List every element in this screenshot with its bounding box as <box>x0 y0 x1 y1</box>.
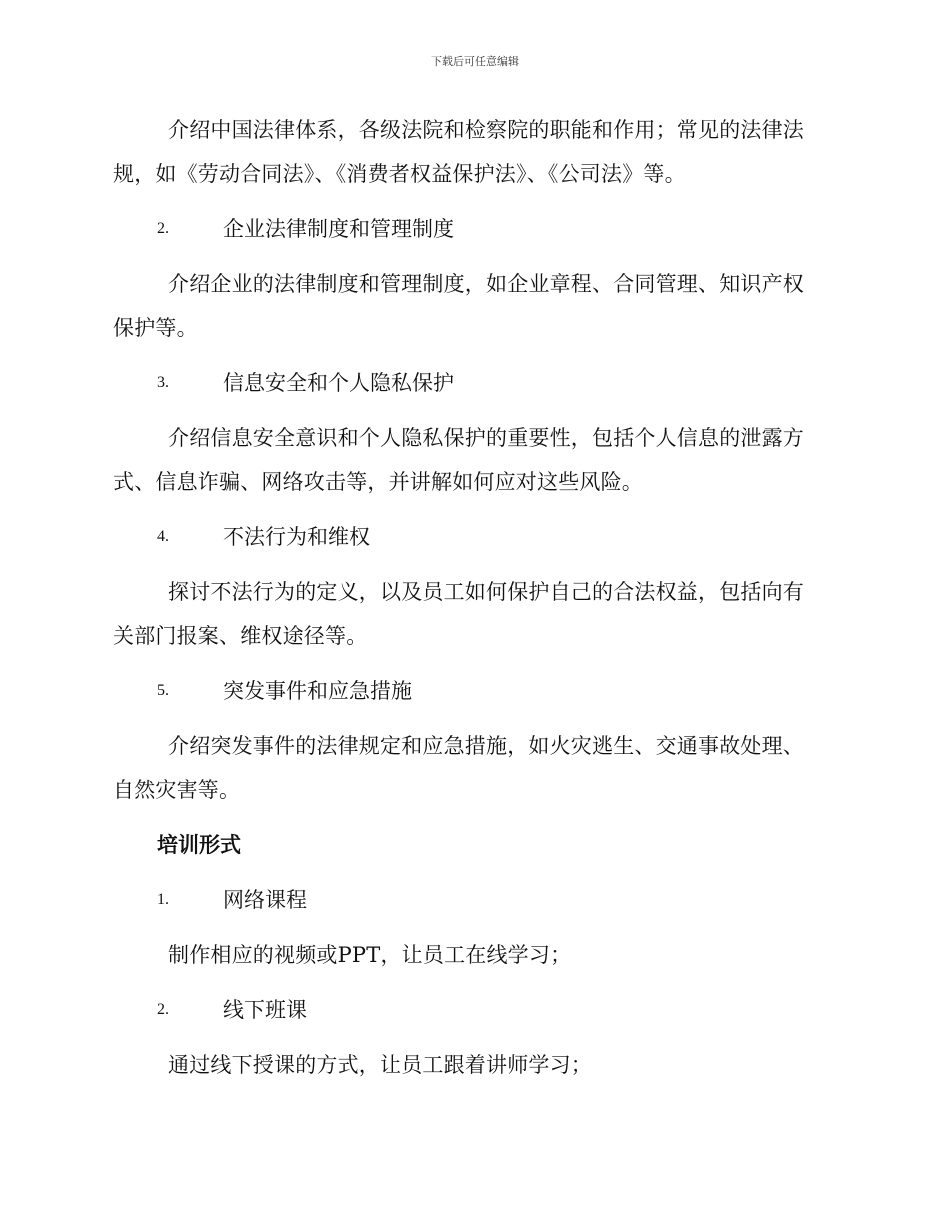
list-item-illegal-acts <box>113 515 825 559</box>
paragraph-offline-class: 通过线下授课的方式，让员工跟着讲师学习； <box>168 1053 592 1077</box>
list-item-label: 企业法律制度和管理制度 <box>223 217 454 241</box>
page-header: 下载后可任意编辑 <box>431 55 519 68</box>
paragraph-illegal-acts: 探讨不法行为的定义，以及员工如何保护自己的合法权益，包括向有关部门报案、维权途径等。 <box>113 580 804 648</box>
section-heading-training-format: 培训形式 <box>157 833 241 857</box>
list-item-label: 线下班课 <box>223 998 307 1022</box>
list-number: 5. <box>157 682 169 699</box>
list-number: 3. <box>157 374 169 391</box>
list-number: 1. <box>157 891 169 908</box>
list-item-online-course <box>113 878 825 922</box>
list-item-info-security <box>113 361 825 405</box>
list-number: 2. <box>157 220 169 237</box>
list-item-enterprise-law <box>113 207 825 251</box>
list-item-label: 网络课程 <box>223 888 307 912</box>
paragraph-legal-system: 介绍中国法律体系，各级法院和检察院的职能和作用；常见的法律法规，如《劳动合同法》、《消费者权益保护法》、《公司法》等。 <box>113 118 804 186</box>
list-number: 4. <box>157 528 169 545</box>
list-item-label: 不法行为和维权 <box>223 525 370 549</box>
paragraph-online-course: 制作相应的视频或PPT，让员工在线学习； <box>168 943 572 967</box>
paragraph-emergencies: 介绍突发事件的法律规定和应急措施，如火灾逃生、交通事故处理、自然灾害等。 <box>113 734 804 802</box>
paragraph-info-security: 介绍信息安全意识和个人隐私保护的重要性，包括个人信息的泄露方式、信息诈骗、网络攻击等，并讲解如何应对这些风险。 <box>113 426 804 494</box>
list-item-label: 突发事件和应急措施 <box>223 679 412 703</box>
list-item-emergencies <box>113 669 825 713</box>
list-item-label: 信息安全和个人隐私保护 <box>223 371 454 395</box>
document-body <box>113 108 825 1098</box>
list-item-offline-class <box>113 988 825 1032</box>
list-number: 2. <box>157 1001 169 1018</box>
paragraph-enterprise-law: 介绍企业的法律制度和管理制度，如企业章程、合同管理、知识产权保护等。 <box>113 272 804 340</box>
